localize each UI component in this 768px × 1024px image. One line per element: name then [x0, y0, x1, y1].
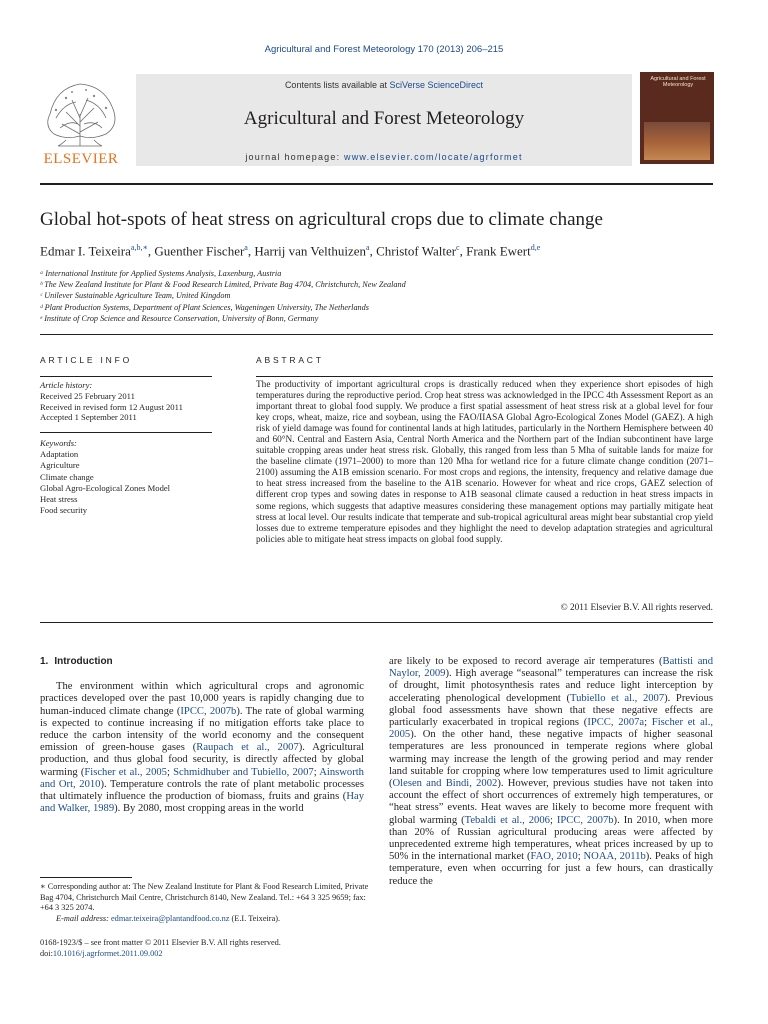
email-link[interactable]: edmar.teixeira@plantandfood.co.nz [111, 913, 230, 923]
author-name[interactable]: Frank Ewert [466, 243, 531, 259]
author-name[interactable]: Harrij van Velthuizen [254, 243, 367, 259]
author-name[interactable]: Christof Walter [376, 243, 457, 259]
section-number: 1. [40, 656, 49, 667]
footnote-rule [40, 877, 132, 878]
history-heading: Article history: [40, 380, 93, 390]
section-heading-introduction [40, 656, 364, 668]
abstract-bottom-rule [40, 622, 713, 623]
author-name[interactable]: Edmar I. Teixeira [40, 243, 131, 259]
issn-line: 0168-1923/$ – see front matter © 2011 Elsevier B.V. All rights reserved. [40, 938, 281, 947]
reference-link[interactable]: Tubiello et al., 2007 [569, 692, 665, 704]
reference-link[interactable]: Hay and Walker, 1989 [40, 791, 364, 815]
abstract-heading: ABSTRACT [256, 355, 324, 365]
reference-link[interactable]: Fischer et al., 2005 [84, 766, 167, 778]
contents-line [136, 80, 632, 90]
history-item: Received in revised form 12 August 2011 [40, 401, 183, 412]
body-column-right [389, 656, 713, 888]
article-title: Global hot-spots of heat stress on agricultural crops due to climate change [40, 209, 603, 230]
reference-link[interactable]: IPCC, 2007b [556, 814, 614, 826]
keyword-item: Heat stress [40, 494, 78, 505]
journal-banner [136, 74, 632, 166]
affiliation-rule [40, 334, 713, 335]
abstract-text: The productivity of important agricultural crops is drastically reduced when they experience short episodes of high temperatures during the reproductive period. Crop heat stress was acknowledged in the IPCC 4th Assessment Report as an important threat to global food supply. We produce a first spatial assessment of heat stress risk at a global level for four key crops, wheat, maize, rice and soybean, using the FAO/IIASA Global Agro-Ecological Zones Model (GAEZ). A high risk of yield damage was found for continental lands at high latitudes, particularly in the Northern Hemisphere between 40 and 60°N. Central and Eastern Asia, Central North America and the Northern part of the Indian subcontinent have large suitable cropping areas under heat stress risk. Globally, this ranged from less than 5 Mha of suitable lands for maize for the baseline climate (1971–2000) to more than 120 Mha for wetland rice for a future climate change condition (2071–2100) assuming the A1B emission scenario. For most crops and regions, the intensity, frequency and relative damage due to heat stress increased from the baseline to the A1B scenario. However for wheat and rice crops, GAEZ selection of different crop types and sowing dates in response to A1B seasonal climate caused a reduction in heat stress impacts in some regions, which suggests that adaptive measures considering these management options may partially mitigate heat stress at local level. Our results indicate that temperate and sub-tropical agricultural areas might bear substantial crop yield losses due to extreme temperature episodes and they highlight the need to develop adaptation strategies and agricultural policies able to mitigate heat stress impacts on global food supply. [256, 380, 713, 545]
reference-link[interactable]: Schmidhuber and Tubiello, 2007 [173, 766, 314, 778]
keywords [40, 438, 170, 516]
author-affiliation-marker[interactable]: a,b,∗ [130, 243, 148, 252]
article-history [40, 380, 183, 423]
body-column-left [40, 656, 364, 815]
article-info-heading: ARTICLE INFO [40, 355, 133, 365]
homepage-link[interactable]: www.elsevier.com/locate/agrformet [344, 152, 523, 162]
journal-citation[interactable]: Agricultural and Forest Meteorology 170 (2013) 206–215 [264, 44, 504, 55]
corresponding-author-footnote [40, 882, 370, 924]
reference-link[interactable]: FAO, 2010 [530, 851, 578, 863]
affiliation-item: ᶜ Unilever Sustainable Agriculture Team, United Kingdom [40, 291, 231, 301]
reference-link[interactable]: Olesen and Bindi, 2002 [392, 778, 498, 790]
email-suffix: (E.I. Teixeira). [229, 913, 281, 923]
journal-cover-thumbnail[interactable] [640, 72, 714, 164]
reference-link[interactable]: Ainsworth and Ort, 2010 [40, 766, 364, 790]
reference-link[interactable]: IPCC, 2007a [587, 717, 645, 729]
elsevier-logo [36, 74, 126, 166]
author-list [40, 243, 540, 259]
author-affiliation-marker[interactable]: d,e [530, 243, 541, 252]
front-matter [40, 937, 281, 959]
affiliation-item: ᵉ Institute of Crop Science and Resource Conservation, University of Bonn, Germany [40, 313, 319, 323]
header-rule [40, 183, 713, 185]
doi-link[interactable]: 10.1016/j.agrformet.2011.09.002 [52, 949, 163, 958]
footnote-email-line [40, 914, 370, 925]
reference-link[interactable]: Fischer et al., 2005 [389, 717, 714, 741]
email-label: E-mail address: [56, 913, 111, 923]
journal-title: Agricultural and Forest Meteorology [243, 108, 525, 129]
cover-image [644, 122, 710, 160]
cover-title: Agricultural and Forest Meteorology [650, 76, 706, 88]
contents-prefix: Contents lists available at [284, 80, 390, 90]
reference-link[interactable]: IPCC, 2007b [180, 705, 237, 717]
affiliation-item: ᵃ International Institute for Applied Systems Analysis, Laxenburg, Austria [40, 269, 282, 278]
author-separator: , [147, 243, 155, 259]
keyword-item: Global Agro-Ecological Zones Model [40, 482, 171, 493]
abstract-rule [256, 376, 713, 377]
sciencedirect-link[interactable]: SciVerse ScienceDirect [389, 80, 484, 90]
author-separator: , [459, 243, 467, 259]
doi-prefix: doi: [40, 949, 53, 958]
keyword-item: Agriculture [40, 460, 80, 471]
abstract-copyright: © 2011 Elsevier B.V. All rights reserved. [560, 603, 713, 613]
keyword-item: Climate change [40, 471, 94, 482]
author-separator: , [369, 243, 377, 259]
reference-link[interactable]: NOAA, 2011b [583, 851, 646, 863]
author-separator: , [247, 243, 255, 259]
section-title: Introduction [54, 656, 113, 667]
article-info-rule [40, 376, 212, 377]
reference-link[interactable]: Battisti and Naylor, 2009 [389, 656, 713, 680]
keywords-heading: Keywords: [40, 438, 77, 448]
author-affiliation-marker[interactable]: c [456, 243, 460, 252]
doi-line [40, 948, 281, 959]
affiliation-item: ᵇ The New Zealand Institute for Plant & Food Research Limited, Private Bag 4704, Christchurch, New Zealand [40, 280, 406, 290]
homepage-prefix: journal homepage: [245, 152, 344, 162]
keyword-item: Food security [40, 505, 88, 516]
keywords-rule [40, 432, 212, 433]
intro-paragraph-1: The environment within which agricultural crops and agronomic practices developed over the past 10,000 years is rapidly changing due to human-induced climate change (IPCC, 2007b). The rate of global warming is expected to continue increasing if no mitigation efforts take place to reduce the carbon intensity of the world economy and the consequent emission of green-house gases (Raupach et al., 2007). Agricultural production, and thus global food security, is directly affected by global warming (Fischer et al., 2005; Schmidhuber and Tubiello, 2007; Ainsworth and Ort, 2010). Temperature controls the rate of plant metabolic processes that ultimately influence the production of biomass, fruits and grains (Hay and Walker, 1989). By 2080, most cropping areas in the world [40, 681, 364, 815]
affiliation-list [40, 268, 406, 324]
history-item: Accepted 1 September 2011 [40, 412, 137, 423]
author-name[interactable]: Guenther Fischer [154, 243, 245, 259]
affiliation-item: ᵈ Plant Production Systems, Department of Plant Sciences, Wageningen University, The Netherlands [40, 302, 369, 312]
author-affiliation-marker[interactable]: a [366, 243, 370, 252]
footnote-text: ∗ Corresponding author at: The New Zealand Institute for Plant & Food Research Limited, Private Bag 4704, Christchurch Mail Centre, Christchurch 8140, New Zealand. Tel.: +64 3 325 9659; fax: +64 3 325 2074. [40, 882, 369, 913]
author-affiliation-marker[interactable]: a [244, 243, 248, 252]
svg-text:ELSEVIER: ELSEVIER [43, 151, 119, 166]
homepage-line [136, 152, 632, 162]
reference-link[interactable]: Tebaldi et al., 2006 [464, 814, 550, 826]
keyword-item: Adaptation [40, 449, 79, 460]
intro-paragraph-2: are likely to be exposed to record average air temperatures (Battisti and Naylor, 2009). High average “seasonal” temperatures can increase the risk of drought, limit photosynthesis rates and reduce light interception by accelerating phenological development (Tubiello et al., 2007). Previous global food assessments have shown that these negative effects are particularly exacerbated in tropical regions (IPCC, 2007a; Fischer et al., 2005). On the other hand, these negative impacts of higher seasonal temperatures are less pronounced in temperate regions where global warming may increase the length of the growing period and may render land suitable for cropping where low temperatures used to limit agriculture (Olesen and Bindi, 2002). However, previous studies have not taken into account the effect of short occurrences of extremely high temperatures, or “heat stress” events. Heat waves are likely to become more frequent with global warming (Tebaldi et al., 2006; IPCC, 2007b). In 2010, when more than 20% of Russian agricultural producing areas were affected by unprecedented extreme high temperatures, wheat prices increased by up to 50% in the international market (FAO, 2010; NOAA, 2011b). Peaks of high temperature, even when occurring for just a few hours, can drastically reduce the [389, 656, 714, 887]
reference-link[interactable]: Raupach et al., 2007 [196, 742, 299, 754]
history-item: Received 25 February 2011 [40, 390, 135, 401]
